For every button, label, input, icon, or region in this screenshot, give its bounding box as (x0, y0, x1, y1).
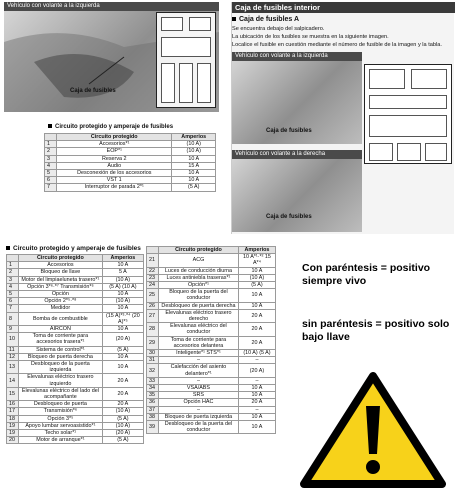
fuse-number: 13 (7, 361, 19, 374)
fuse-number: 23 (147, 274, 159, 281)
table-row (7, 374, 144, 387)
fuse-number: 11 (7, 346, 19, 353)
amperage: – (238, 377, 275, 384)
circuit-name: Sistema de control*¹ (19, 346, 103, 353)
amperage: 10 A (238, 289, 275, 302)
amperage: (10 A) (238, 274, 275, 281)
fuse-number: 20 (7, 437, 19, 444)
circuit-name: Elevalunas eléctrico trasero izquierdo (19, 374, 103, 387)
table-row (147, 421, 276, 434)
fuse-number: 4 (7, 283, 19, 290)
fuse-number: 8 (7, 312, 19, 325)
circuit-name: Bloqueo de puerta derecha (19, 353, 103, 360)
amperage: 20 A (238, 399, 275, 406)
table-row (147, 274, 276, 281)
circuit-name: Bomba de combustible (19, 312, 103, 325)
table-row (147, 406, 276, 413)
fuse-number: 6 (7, 298, 19, 305)
table-row (7, 361, 144, 374)
table-row (147, 289, 276, 302)
table-row (7, 387, 144, 400)
fuse-number: 35 (147, 392, 159, 399)
amperage: 10 A (238, 413, 275, 420)
table-row (7, 437, 144, 444)
fuse-number: 38 (147, 413, 159, 420)
amperage: 20 A (102, 387, 143, 400)
fuse-box-photo-lhd (4, 2, 219, 112)
circuit-name: Elevalunas eléctrico del lado del acompañante (19, 387, 103, 400)
table-row (7, 408, 144, 415)
amperage: (20 A) (238, 364, 275, 377)
fuse-number: 34 (147, 385, 159, 392)
col-num (45, 134, 57, 141)
table-row (7, 276, 144, 283)
fuse-number: 17 (7, 408, 19, 415)
fuse-number: 7 (7, 305, 19, 312)
table-row (147, 323, 276, 336)
table-row: 7 Interruptor de parada 2*¹ (5 A) (45, 184, 216, 191)
table-row (7, 415, 144, 422)
fuse-number: 22 (147, 267, 159, 274)
circuit-name: Bloqueo de llave (19, 269, 103, 276)
circuit-name: Bloqueo de la puerta del conductor (159, 289, 239, 302)
table-row (7, 291, 144, 298)
fuse-box-label: Caja de fusibles (266, 214, 312, 220)
table-row (7, 262, 144, 269)
table-row (147, 282, 276, 289)
amperage: 20 A (238, 309, 275, 322)
amperage: 10 A (238, 421, 275, 434)
circuit-name: Luces antiniebla traseras*¹ (159, 274, 239, 281)
circuit-name: Desbloqueo de la puerta izquierda (19, 361, 103, 374)
circuit-name: Techo solar*¹ (19, 430, 103, 437)
table-row (7, 353, 144, 360)
amperage: 20 A (102, 401, 143, 408)
amperage: 20 A (238, 323, 275, 336)
warning-icon (298, 370, 448, 490)
table-row (7, 333, 144, 346)
table-row (147, 399, 276, 406)
table-row (7, 346, 144, 353)
fuse-number: 32 (147, 364, 159, 377)
circuit-name: – (159, 406, 239, 413)
amperage: (10 A) (5 A) (238, 350, 275, 357)
fuse-layout-diagram (364, 64, 452, 164)
circuit-name: Desbloqueo de puerta derecha (159, 302, 239, 309)
table-row (7, 430, 144, 437)
table-row (7, 298, 144, 305)
fuse-number: 26 (147, 302, 159, 309)
circuit-name: Toma de corriente para accesorios delantera (159, 336, 239, 349)
circuit-name: Bloqueo de puerta izquierda (159, 413, 239, 420)
circuit-name: Calefacción del asiento delantero*¹ (159, 364, 239, 377)
table-row (7, 422, 144, 429)
table-row (7, 401, 144, 408)
col-amps: Amperios (172, 134, 216, 141)
table-row (147, 302, 276, 309)
amperage: (20 A) (102, 430, 143, 437)
fuse-number: 33 (147, 377, 159, 384)
fuse-number: 15 (7, 387, 19, 400)
table-row (147, 254, 276, 267)
fuse-number: 24 (147, 282, 159, 289)
fuse-number: 31 (147, 357, 159, 364)
fuse-number: 18 (7, 415, 19, 422)
amperage: 20 A (238, 336, 275, 349)
circuit-name: Opción HAC (159, 399, 239, 406)
circuit-name: – (159, 377, 239, 384)
fuse-number: 1 (7, 262, 19, 269)
fuse-number: 2 (7, 269, 19, 276)
circuit-name: VSA/ABS (159, 385, 239, 392)
table-title-top: Circuito protegido y amperaje de fusibles (48, 124, 173, 130)
photo-caption: Vehículo con volante a la izquierda (4, 2, 219, 11)
photo-caption: Vehículo con volante a la derecha (232, 150, 362, 159)
circuit-name: Accesorios (19, 262, 103, 269)
amperage: – (238, 357, 275, 364)
amperage: (10 A) (102, 276, 143, 283)
amperage: 10 A (102, 291, 143, 298)
note-without-parentheses: sin paréntesis = positivo solo bajo llave (302, 318, 450, 343)
table-row: 3 Reserva 2 10 A (45, 155, 216, 162)
table-row (147, 309, 276, 322)
fuse-number: 9 (7, 326, 19, 333)
circuit-name: Luces de conducción diurna (159, 267, 239, 274)
fuse-number: 5 (7, 291, 19, 298)
amperage: 5 A (102, 269, 143, 276)
table-row (7, 326, 144, 333)
table-row: 5 Desconexión de los accesorios 10 A (45, 170, 216, 177)
circuit-name: Motor de arranque*¹ (19, 437, 103, 444)
fuse-number: 37 (147, 406, 159, 413)
photo-caption: Vehículo con volante a la izquierda (232, 52, 362, 61)
amperage: 10 A (102, 353, 143, 360)
amperage: 10 A (238, 267, 275, 274)
amperage: 10 A (102, 305, 143, 312)
fuse-box-label: Caja de fusibles (70, 88, 116, 94)
circuit-name: Apoyo lumbar servoasistido*¹ (19, 422, 103, 429)
table-row (147, 364, 276, 377)
fuse-number: 12 (7, 353, 19, 360)
circuit-name: Desbloqueo de puerta (19, 401, 103, 408)
table-row (147, 392, 276, 399)
amperage: (20 A) (102, 333, 143, 346)
table-row (147, 385, 276, 392)
circuit-name: Desbloqueo de la puerta del conductor (159, 421, 239, 434)
circuit-name: SRS (159, 392, 239, 399)
table-row (7, 269, 144, 276)
fuse-box-photo-lhd-2 (232, 52, 362, 144)
amperage: (5 A) (10 A) (102, 283, 143, 290)
amperage: 10 A (238, 385, 275, 392)
amperage: (10 A) (102, 408, 143, 415)
amperage: (5 A) (102, 437, 143, 444)
amperage: 10 A*¹·*² 15 A*⁴ (238, 254, 275, 267)
table-row (147, 377, 276, 384)
amperage: 10 A (102, 361, 143, 374)
amperage: (10 A) (102, 298, 143, 305)
circuit-name: Inteligente*¹ STS*¹ (159, 350, 239, 357)
circuit-name: Opción 3*⁵ (19, 415, 103, 422)
fuse-number: 19 (7, 430, 19, 437)
circuit-name: Opción 2*⁵·*⁸ (19, 298, 103, 305)
fuse-box-callout (156, 12, 216, 108)
table-title-bottom: Circuito protegido y amperaje de fusibles (6, 245, 141, 252)
fuse-table-left: Circuito protegido Amperios 1 Accesorios 10 A 2 Bloqueo de llave 5 A 3 Motor del limpiaeluneta trasero*¹ (10 A) 4 Opción 3*⁶·*⁷ Transmisión*⁶ (5 A) (10 A) 5 Opción 10 A 6 Opción 2*⁵·*⁸ (10 A) 7 Medidor 10 A 8 Bomba de combustible (15 A)*³·*⁴ (20 A)*⁵ 9 AIRCON 10 A 10 Toma de corriente para accesorios trasera*¹ (20 A) 11 Sistema de control*¹ (5 A) 12 Bloqueo de puerta derecha 10 A 13 Desbloqueo de la puerta izquierda 10 A 14 Elevalunas eléctrico trasero izquierdo 20 A 15 Elevalunas eléctrico del lado del acompañante 20 A 16 Desbloqueo de puerta 20 A 17 Transmisión*⁶ (10 A) 18 Opción 3*⁵ (5 A) 19 Apoyo lumbar servoasistido*¹ (10 A) 19 Techo solar*¹ (20 A) 20 Motor de arranque*¹ (5 A) (6, 254, 144, 444)
table-row (147, 336, 276, 349)
fuse-box-label: Caja de fusibles (266, 128, 312, 134)
amperage: (5 A) (238, 282, 275, 289)
table-row (147, 357, 276, 364)
fuse-number: 28 (147, 323, 159, 336)
circuit-name: Elevalunas eléctrico del conductor (159, 323, 239, 336)
amperage: 10 A (102, 326, 143, 333)
circuit-name: Opción (19, 291, 103, 298)
fuse-number: 21 (147, 254, 159, 267)
fuse-number: 25 (147, 289, 159, 302)
fuse-box-photo-rhd (232, 150, 362, 232)
amperage: 10 A (238, 302, 275, 309)
circuit-name: Opción 3*⁶·*⁷ Transmisión*⁶ (19, 283, 103, 290)
fuse-number: 27 (147, 309, 159, 322)
fuse-table-middle: Circuito protegido Amperios 21 ACG 10 A*¹·*² 15 A*⁴ 22 Luces de conducción diurna 10 A 23 Luces antiniebla traseras*¹ (10 A) 24 Opción*¹ (5 A) 25 Bloqueo de la puerta del conductor 10 A 26 Desbloqueo de puerta derecha 10 A 27 Elevalunas eléctrico trasero derecho 20 A 28 Elevalunas eléctrico del conductor 20 A 29 Toma de corriente para accesorios delantera 20 A 30 Inteligente*¹ STS*¹ (10 A) (5 A) 31 – – 32 Calefacción del asiento delantero*¹ (20 A) 33 – – 34 VSA/ABS 10 A 35 SRS 10 A 36 Opción HAC 20 A 37 – – 38 Bloqueo de puerta izquierda 10 A 39 Desbloqueo de la puerta del conductor 10 A (146, 246, 276, 434)
table-row (147, 413, 276, 420)
fuse-number: 14 (7, 374, 19, 387)
amperage: (15 A)*³·*⁴ (20 A)*⁵ (102, 312, 143, 325)
amperage: 10 A (238, 392, 275, 399)
subtitle: Caja de fusibles A (232, 16, 299, 23)
note-with-parentheses: Con paréntesis = positivo siempre vivo (302, 262, 431, 287)
fuse-number: 19 (7, 422, 19, 429)
table-row (7, 305, 144, 312)
section-banner: Caja de fusibles interior (232, 2, 455, 13)
table-row: 6 VST 1 10 A (45, 177, 216, 184)
circuit-name: AIRCON (19, 326, 103, 333)
amperage: 10 A (102, 262, 143, 269)
fuse-number: 30 (147, 350, 159, 357)
amperage: 20 A (102, 374, 143, 387)
circuit-name: – (159, 357, 239, 364)
table-row: 1 Accesorios*¹ (10 A) (45, 141, 216, 148)
amperage: (10 A) (102, 422, 143, 429)
amperage: (5 A) (102, 346, 143, 353)
circuit-name: Elevalunas eléctrico trasero derecho (159, 309, 239, 322)
circuit-name: ACG (159, 254, 239, 267)
top-right-panel (231, 2, 454, 234)
circuit-name: Opción*¹ (159, 282, 239, 289)
amperage: (5 A) (102, 415, 143, 422)
circuit-name: Motor del limpiaeluneta trasero*¹ (19, 276, 103, 283)
fuse-number: 39 (147, 421, 159, 434)
fuse-number: 29 (147, 336, 159, 349)
col-circuit: Circuito protegido (57, 134, 172, 141)
table-row: 2 EOP*¹ (10 A) (45, 148, 216, 155)
circuit-name: Medidor (19, 305, 103, 312)
table-row (147, 350, 276, 357)
fuse-table-top (44, 133, 216, 192)
fuse-number: 36 (147, 399, 159, 406)
table-row (7, 312, 144, 325)
table-row (7, 283, 144, 290)
desc-line: Localice el fusible en cuestión mediante el número de fusible de la imagen y la tabla. (232, 42, 442, 48)
desc-line: La ubicación de los fusibles se muestra en la siguiente imagen. (232, 34, 389, 40)
circuit-name: Transmisión*⁶ (19, 408, 103, 415)
fuse-number: 16 (7, 401, 19, 408)
amperage: – (238, 406, 275, 413)
fuse-number: 3 (7, 276, 19, 283)
circuit-name: Toma de corriente para accesorios trasera*¹ (19, 333, 103, 346)
fuse-number: 10 (7, 333, 19, 346)
desc-line: Se encuentra debajo del salpicadero. (232, 26, 325, 32)
table-row (147, 267, 276, 274)
table-row: 4 Audio 15 A (45, 162, 216, 169)
